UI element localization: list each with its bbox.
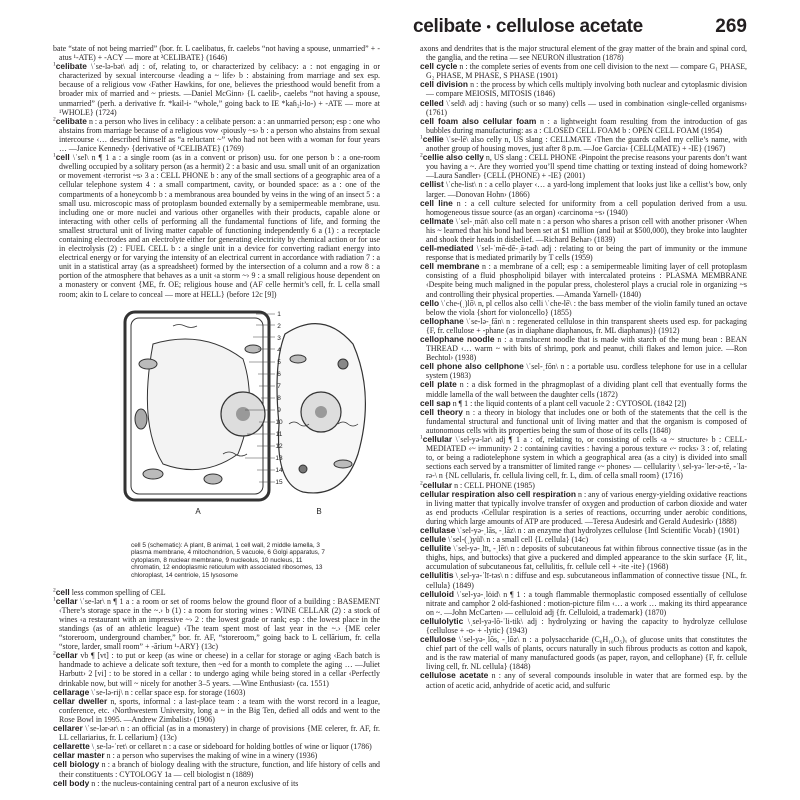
dictionary-entry <box>420 535 747 544</box>
headword: cell <box>55 152 70 163</box>
figure-callout-number: 3 <box>277 334 281 342</box>
entry-definition: \ˈsel-yə-ˌlōs, -ˌlōz\ n : a polysaccharide (C₆H₁₀O₅)ₓ of glucose units that constitutes the chief part of the cell walls of plants, occurs naturally in such fibrous products as cotton and kapok, and is the raw material of many manufactured goods (as paper, rayon, and cellophane) {F, fr. cellule living cell, fr. NL cellula} (1848) <box>426 635 747 672</box>
homograph-number: 1 <box>53 152 56 159</box>
dictionary-entry <box>420 544 747 571</box>
dictionary-entry <box>53 760 380 778</box>
headword: cellulose <box>420 634 456 645</box>
headword: cellule <box>420 534 447 545</box>
figure-caption: cell 5 (schematic): A plant, B animal, 1 cell wall, 2 middle lamella, 3 plasma membrane, 4 mitochondrion, 5 vacuole, 6 Golgi apparatus, 7 cytoplasm, 8 nuclear membrane, 9 nucleolus, 10 nucleus, 11 chromatin, 12 endoplasmic reticulum with associated ribosomes, 13 chloroplast, 14 centriole, 15 lysosome <box>131 541 325 579</box>
headword: cell plate <box>420 379 457 390</box>
headword: cell biology <box>53 759 100 770</box>
entry-definition: \ˈsel-yə-ˌlīt, -ˌlēt\ n : deposits of subcutaneous fat within fibrous connective tissue (as in the thighs, hips, and buttocks) that give a puckered and dimpled appearance to the skin surface {F, lit., accumulation of subcutaneous fat, cellulitis, fr. cellule cell + -ite -ite} (1968) <box>426 544 747 572</box>
figure-callout-number: 12 <box>275 442 283 450</box>
guide-word-last: cellulose acetate <box>495 16 643 37</box>
figure-callout-number: 6 <box>277 370 281 378</box>
dictionary-entry <box>420 490 747 526</box>
headword: cellulose acetate <box>420 670 489 681</box>
entry-definition: vb ¶ [vt] : to put or keep (as wine or cheese) in a cellar for storage or aging ‹Each batch is handmade to achieve a delicate soft texture, then ~ed for a month to complete the aging … —Juliet Harbutt› 2 [vi] : to be stored in a cellar : to undergo aging while being stored in a cellar ‹Perfectly drinkable now, but will ~ nicely for another 3–5 years. —Wine Enthusiast› (ca. 1551) <box>59 651 380 688</box>
headword: cellular <box>422 479 453 490</box>
entry-definition: less common spelling of CEL <box>71 587 166 597</box>
homograph-number: 2 <box>420 479 423 486</box>
entry-definition: n : a membrane of a cell; esp : a semipermeable limiting layer of cell protoplasm consisting of a fluid phospholipid bilayer with intercalated proteins : PLASMA MEMBRANE ‹Despite being much maligned in the popular press, cholesterol plays a crucial role in organizing ~s and controlling their physical properties. —Amanda Yarnell› (1840) <box>426 262 747 299</box>
headword: cell division <box>420 79 469 90</box>
headword: cellulase <box>420 524 456 535</box>
homograph-number: 2 <box>53 650 56 657</box>
entry-definition: n ¶ 1 : the liquid contents of a plant cell vacuole 2 : CYTOSOL (1842 [2]) <box>452 398 687 408</box>
figure-callout-number: 9 <box>277 406 281 414</box>
headword: celibate <box>55 115 87 126</box>
dictionary-entry <box>420 617 747 635</box>
headword: cellist <box>420 179 444 190</box>
homograph-number: 1 <box>53 596 56 603</box>
dictionary-entry <box>53 117 380 153</box>
headword: cellar dweller <box>53 695 108 706</box>
guide-word-first: celibate <box>413 16 482 37</box>
entry-definition: \ˈche-(ˌ)lō\ n, pl cellos also celli \ˈche-lē\ : the bass member of the violin family tuned an octave below the viola {short for violoncello} (1855) <box>426 298 747 317</box>
homograph-number: 2 <box>53 116 56 123</box>
homograph-number: 2 <box>53 587 56 593</box>
entry-definition: n : a lightweight foam resulting from the introduction of gas bubbles during manufacturing: as a : CLOSED CELL FOAM b : OPEN CELL FOAM (1954) <box>426 116 747 135</box>
animal-cell-drawing <box>277 323 365 492</box>
plant-cell-drawing <box>125 312 269 500</box>
figure-callout-number: 11 <box>275 430 283 438</box>
entry-definition: \ˈche-list\ n : a cello player ‹… a yard-long implement that looks just like a cellist’s bow, only larger. —Donovan Hohn› (1866) <box>426 180 747 199</box>
figure-callout-number: 5 <box>277 358 281 366</box>
entry-definition: n : a cell culture selected for uniformity from a cell population derived from a usu. homogeneous tissue source (as an organ) ‹carcinoma ~s› (1940) <box>426 198 747 217</box>
entry-definition: axons and dendrites that is the major structural element of the gray matter of the brain and spinal cord, the ganglia, and the retina — see NEURON illustration (1878) <box>420 44 747 63</box>
entry-definition: \ˈsel\ n ¶ 1 a : a single room (as in a convent or prison) usu. for one person b : a one-room dwelling occupied by a solitary person (as a hermit) 2 : a basic and usu. small unit of an organization or movement ‹terrorist ~s› 3 a : CELL PHONE b : any of the small sections of a geographic area of a cellular telephone system 4 : a small compartment, cavity, or bounded space: as a : one of the compartments of a honeycomb b : a membranous area bounded by veins in the wing of an insect 5 : a small usu. microscopic mass of protoplasm bounded externally by a semipermeable membrane, usu. including one or more nuclei and various other organelles with their products, capable alone or interacting with other cells of performing all the fundamental functions of life, and forming the smallest structural unit of living matter capable of functioning independently 6 a (1) : a receptacle containing electrodes and an electrolyte either for generating electricity by chemical action or for use in electrolysis (2) : FUEL CELL b : a single unit in a device for converting radiant energy into electrical energy or for varying the intensity of an electrical current in accordance with radiation 7 : a unit in a statistical array (as a spreadsheet) formed by the intersection of a column and a row 8 : a portion of the atmosphere that behaves as a unit ‹a storm ~› 9 : a small religious house dependent on a monastery or convent {ME, fr. OE; religious house and (AF celle hermit’s cell, fr. L cella small room; akin to L celare to conceal — more at HELL} (before 12c [9]) <box>59 153 380 299</box>
entry-definition: n : any of several compounds insoluble in water that are formed esp. by the action of acetic acid, anhydride of acetic acid, and sulfuric <box>426 671 747 690</box>
headword: cellulite <box>420 543 452 554</box>
dictionary-entry <box>420 317 747 335</box>
headword: cell cycle <box>420 61 458 72</box>
entry-definition: n : a theory in biology that includes one or both of the statements that the cell is the fundamental structural and functional unit of living matter and that the organism is composed of autonomous cells with its properties being the sum of those of its cells (1848) <box>426 407 747 435</box>
headword: celibate <box>55 61 87 72</box>
headword: cell membrane <box>420 261 480 272</box>
homograph-number: 1 <box>420 134 423 141</box>
figure-callout-number: 8 <box>277 394 281 402</box>
dictionary-entry <box>420 135 747 153</box>
dictionary-entry <box>420 62 747 80</box>
entry-definition: n : a person who lives in celibacy : a celibate person: a : an unmarried person; esp : one who abstains from marriage because of a religious vow ‹piously ~s› b : a person who abstains from sexual intercourse ‹… described himself as “a reluctant ~” who had not been with a woman for four years … —Janice Kennedy› {derivative of ¹CELIBATE} (1769) <box>59 116 380 154</box>
dictionary-entry <box>420 244 747 262</box>
headword: cell body <box>53 777 90 788</box>
animal-cell-label: B <box>316 506 322 516</box>
dictionary-entry <box>420 99 747 117</box>
dictionary-entry <box>420 217 747 244</box>
cell-diagram <box>53 304 380 540</box>
headword: cellular <box>422 434 453 445</box>
dictionary-entry <box>53 597 380 652</box>
headword: cell theory <box>420 406 463 417</box>
entry-definition: \ˈsel-(ˌ)yül\ n : a small cell {L cellula} (14c) <box>448 535 589 545</box>
headword: cell line <box>420 197 453 208</box>
headword: cell sap <box>420 397 451 408</box>
entry-definition: \ˌsel-yə-lō-ˈli-tik\ adj : hydrolyzing or having the capacity to hydrolyze cellulose {cellulose + -o- + -lytic} (1943) <box>426 616 747 635</box>
dictionary-entry <box>420 180 747 198</box>
homograph-number: 2 <box>420 152 423 159</box>
cell-illustration <box>53 304 380 584</box>
dictionary-entry <box>420 153 747 180</box>
headword: cellmate <box>420 215 454 226</box>
entry-definition: \ˈsel-yə-ˌlās, -ˌlāz\ n : an enzyme that hydrolyzes cellulose {Intl Scientific Vocab} (1901) <box>457 525 740 535</box>
entry-definition: n, US slang : CELL PHONE ‹Pinpoint the precise reasons your parents don’t want you having a ~. Are they worried you’ll spend time chatting or texting instead of doing homework? —Laura Sandler› {CELL (PHONE) + -IE} (2001) <box>426 153 747 181</box>
dictionary-entry <box>53 44 380 62</box>
headword: cello <box>420 297 440 308</box>
headword: celled <box>420 97 444 108</box>
figure-callout-number: 15 <box>275 478 283 486</box>
entry-definition: bate “state of not being married” (bor. fr. L caelibatus, fr. caelebs “not having a spouse, unmarried” + -atus ¹-ATE) + -ACY — more at ²CELIBATE} (1646) <box>53 44 380 63</box>
dictionary-entry <box>420 671 747 689</box>
page-number: 269 <box>715 16 747 37</box>
headword: cellophane noodle <box>420 334 495 344</box>
headword: cellarer <box>53 723 83 734</box>
entry-definition: n : a translucent noodle that is made with starch of the mung bean : BEAN THREAD ‹… warm ~ with bits of shrimp, pork and peanut, chili flakes and lemon juice. —Ron Bechtol› (1938) <box>426 335 747 363</box>
entry-definition: \ˈse-lər\ n ¶ 1 a : a room or set of rooms below the ground floor of a building : BASEMENT ‹There’s storage space in the ~.› b (1) : a room for storing wines : WINE CELLAR (2) : a stock of wines ‹a restaurant with an impressive ~› 2 : the lowest grade or rank; esp : the lowest place in the standings (as of an athletic league) ‹The team spent most of last year in the ~.› {ME celer “storeroom, underground chamber,” bor. fr. AF, “storeroom,” going back to L cellārium, fr. cella “store, larder, small room” + -ārium ¹-ARY} (13c) <box>59 596 380 652</box>
headword: celluloid <box>420 588 454 599</box>
figure-callout-number: 1 <box>277 310 281 318</box>
headword: cellarage <box>53 686 90 697</box>
headword: cell <box>55 586 70 597</box>
headword: cell phone also cellphone <box>420 361 524 372</box>
entry-definition: n : the nucleus-containing central part of a neuron exclusive of its <box>91 778 299 788</box>
dictionary-entry <box>420 380 747 398</box>
headword: cellulolytic <box>420 615 464 626</box>
entry-definition: n : the complete series of events from one cell division to the next — compare G₁ PHASE, G₂ PHASE, M PHASE, S PHASE (1901) <box>426 62 747 81</box>
entry-definition: \ˈsel-ˌmāt\ also cell mate n : a person who shares a prison cell with another prisoner ‹When his ~ learned that his bond had been set at $1 million (and bail at $500,000), they broke into laughter and shook their heads in disbelief. —Richard Behar› (1839) <box>426 216 747 244</box>
dictionary-entry <box>53 724 380 742</box>
entry-definition: n : a person who supervises the making of wine in a winery (1936) <box>106 751 318 761</box>
homograph-number: 1 <box>53 61 56 68</box>
dictionary-entry <box>420 435 747 480</box>
entry-definition: n, sports, informal : a last-place team : a team with the worst record in a league, conference, etc. ‹Northwestern University, long a ~ in the Big Ten, defied all odds and went to the Rose Bowl in 1995. —Andrew Zimbalist› (1906) <box>59 696 380 724</box>
figure-callout-number: 2 <box>277 322 281 330</box>
dictionary-entry <box>53 697 380 724</box>
entry-definition: \ˈsel-ˌfōn\ n : a portable usu. cordless telephone for use in a cellular system (1983) <box>426 362 747 381</box>
headword: cellarette <box>53 741 90 752</box>
dictionary-entry <box>420 526 747 535</box>
entry-definition: \ˈsel-yə-lər\ adj ¶ 1 a : of, relating to, or consisting of cells ‹a ~ structure› b : CELL-MEDIATED ‹~ immunity› 2 : containing cavities : having a porous texture ‹~ rocks› 3 : of, relating to, or being a radiotelephone system in which a geographical area (as a city) is divided into small sections each served by a transmitter of limited range ‹~ phones› — cellularity \ˌsel-yə-ˈler-ə-tē, -ˈla-rə-\ n {NL cellularis, fr. cellula living cell, fr. L, dim. of cella small room} (1716) <box>426 435 747 481</box>
headword: cellular respiration also cell respiration <box>420 488 577 499</box>
dictionary-entry <box>53 588 380 597</box>
dictionary-entry <box>420 571 747 589</box>
dictionary-entry <box>420 262 747 298</box>
dictionary-entry <box>53 62 380 117</box>
dictionary-entry <box>420 80 747 98</box>
figure-callout-number: 4 <box>277 346 281 354</box>
dictionary-entry <box>420 199 747 217</box>
entry-definition: \ˈse-lē\ also celly n, US slang : CELLMATE ‹Then the guards called my cellie’s name, with another group of housing moves, just after 8 p.m. —Joe Garcia› {CELL(MATE) + -IE} (1967) <box>426 134 747 154</box>
headword: cellie also celly <box>422 152 484 163</box>
homograph-number: 1 <box>420 434 423 441</box>
headword: cell-mediated <box>420 243 474 254</box>
headword: cellar <box>55 595 78 606</box>
dictionary-entry <box>420 44 747 62</box>
entry-definition: \ˈse-lə-ˌfān\ n : regenerated cellulose in thin transparent sheets used esp. for packaging {F, fr. cellulose + -phane (as in diaphane diaphanous, fr. ML diaphanus)} (1912) <box>426 316 747 335</box>
dictionary-entry <box>53 651 380 687</box>
headword: cellophane <box>420 315 464 326</box>
guide-separator: • <box>486 19 491 34</box>
headword: cellar <box>55 650 78 661</box>
dictionary-entry <box>420 335 747 362</box>
dictionary-entry <box>53 153 380 299</box>
dictionary-entry <box>420 590 747 617</box>
entry-definition: \ˈse-lə-rij\ n : cellar space esp. for storage (1603) <box>91 687 246 697</box>
right-column <box>420 44 747 796</box>
figure-callout-number: 10 <box>275 418 283 426</box>
dictionary-entry <box>420 408 747 435</box>
dictionary-entry <box>420 399 747 408</box>
headword: cellulitis <box>420 570 454 581</box>
figure-callout-number: 13 <box>275 454 283 462</box>
headword: cellie <box>422 133 444 144</box>
dictionary-entry <box>420 635 747 671</box>
entry-definition: n : the process by which cells multiply involving both nuclear and cytoplasmic division — compare MEIOSIS, MITOSIS (1846) <box>426 80 747 99</box>
entry-definition: \ˌse-lə-ˈret\ or cellaret n : a case or sideboard for holding bottles of wine or liquor (1786) <box>91 742 372 752</box>
entry-definition: n : CELL PHONE (1985) <box>454 480 535 490</box>
running-head <box>413 16 747 40</box>
dictionary-entry <box>53 779 380 788</box>
dictionary-entry <box>420 362 747 380</box>
entry-definition: \ˈse-lər-ər\ n : an official (as in a monastery) in charge of provisions {ME celerer, fr. AF, fr. LL cellariarius, fr. L cellarium} (13c) <box>59 724 380 743</box>
entry-definition: \ˈsel-yə-ˌlȯid\ n ¶ 1 : a tough flammable thermoplastic composed essentially of cellulose nitrate and camphor 2 old-fashioned : motion-picture film ‹… a work … making its third appearance on ~. —John McCarten› — celluloid adj {fr. Celluloid, a trademark} (1870) <box>426 589 747 617</box>
entry-definition: n : a disk formed in the phragmoplast of a dividing plant cell that eventually forms the middle lamella of the wall between the daughter cells (1872) <box>426 380 747 399</box>
dictionary-entry <box>420 117 747 135</box>
headword: cellar master <box>53 750 105 761</box>
entry-definition: \ˈseld\ adj : having (such or so many) cells — used in combination ‹single-celled organisms› (1761) <box>426 98 747 117</box>
headword: cell foam also cellular foam <box>420 115 537 126</box>
figure-callout-number: 7 <box>277 382 281 390</box>
entry-definition: \ˈse-lə-bət\ adj : of, relating to, or characterized by celibacy: a : not engaging in or characterized by sexual intercourse ‹leading a ~ life› b : abstaining from marriage and sex esp. because of a religious vow ‹Father Hawkins, for one, believes the priesthood would benefit from a broader mix of married and ~ priests. —Daniel McGinn› {L caelib-, caelebs “not having a spouse, unmarried” (perh. a derivative fr. *kail-i- “whole,” going back to IE *kaɦ₂i-lo-) + -ATE — more at ¹WHOLE} (1724) <box>59 62 380 117</box>
dictionary-entry <box>420 299 747 317</box>
left-column <box>53 44 380 796</box>
entry-definition: \ˌsel-yə-ˈlī-təs\ n : diffuse and esp. subcutaneous inflammation of connective tissue {NL, fr. cellula} (1849) <box>426 571 747 590</box>
entry-definition: n : a branch of biology dealing with the structure, function, and life history of cells and their constituents : CYTOLOGY 1a — cell biologist n (1889) <box>59 760 380 779</box>
figure-callout-number: 14 <box>275 466 283 474</box>
plant-cell-label: A <box>195 506 201 516</box>
entry-definition: n : any of various energy-yielding oxidative reactions in living matter that typically involve transfer of oxygen and production of carbon dioxide and water as end products ‹Cellular respiration is a series of reactions, occurring under aerobic conditions, during which large amounts of ATP are produced. —Teresa Audesirk and Gerald Audesirk› (1888) <box>426 489 747 526</box>
entry-definition: \ˈsel-ˈmē-dē-ˌā-təd\ adj : relating to or being the part of immunity or the immune response that is mediated primarily by T cells (1959) <box>426 244 747 263</box>
